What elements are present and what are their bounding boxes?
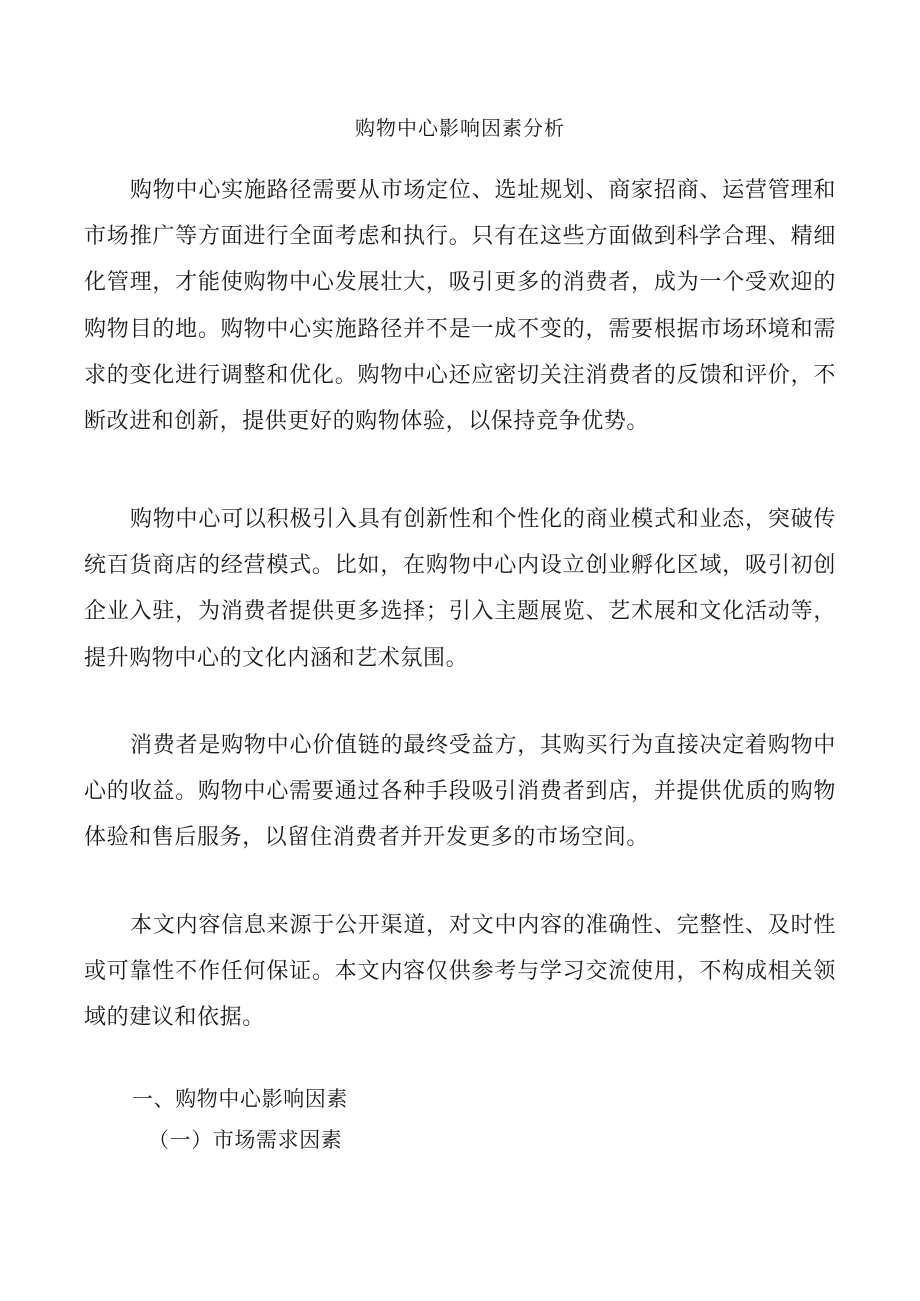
document-title: 购物中心影响因素分析: [355, 116, 565, 140]
section-heading: 一、购物中心影响因素: [132, 1087, 348, 1111]
paragraph-disclaimer: 本文内容信息来源于公开渠道，对文中内容的准确性、完整性、及时性或可靠性不作任何保证。本文内容仅供参考与学习交流使用，不构成相关领域的建议和依据。: [84, 913, 836, 1031]
paragraph-consumers: 消费者是购物中心价值链的最终受益方，其购买行为直接决定着购物中心的收益。购物中心需要通过各种手段吸引消费者到店，并提供优质的购物体验和售后服务，以留住消费者并开发更多的市场空间。: [84, 733, 836, 851]
subsection-heading: （一）市场需求因素: [148, 1128, 343, 1152]
paragraph-business-models: 购物中心可以积极引入具有创新性和个性化的商业模式和业态，突破传统百货商店的经营模式。比如，在购物中心内设立创业孵化区域，吸引初创企业入驻，为消费者提供更多选择；引入主题展览、艺术展和文化活动等，提升购物中心的文化内涵和艺术氛围。: [84, 507, 836, 671]
paragraph-implementation-path: 购物中心实施路径需要从市场定位、选址规划、商家招商、运营管理和市场推广等方面进行全面考虑和执行。只有在这些方面做到科学合理、精细化管理，才能使购物中心发展壮大，吸引更多的消费者，成为一个受欢迎的购物目的地。购物中心实施路径并不是一成不变的，需要根据市场环境和需求的变化进行调整和优化。购物中心还应密切关注消费者的反馈和评价，不断改进和创新，提供更好的购物体验，以保持竞争优势。: [84, 178, 836, 435]
